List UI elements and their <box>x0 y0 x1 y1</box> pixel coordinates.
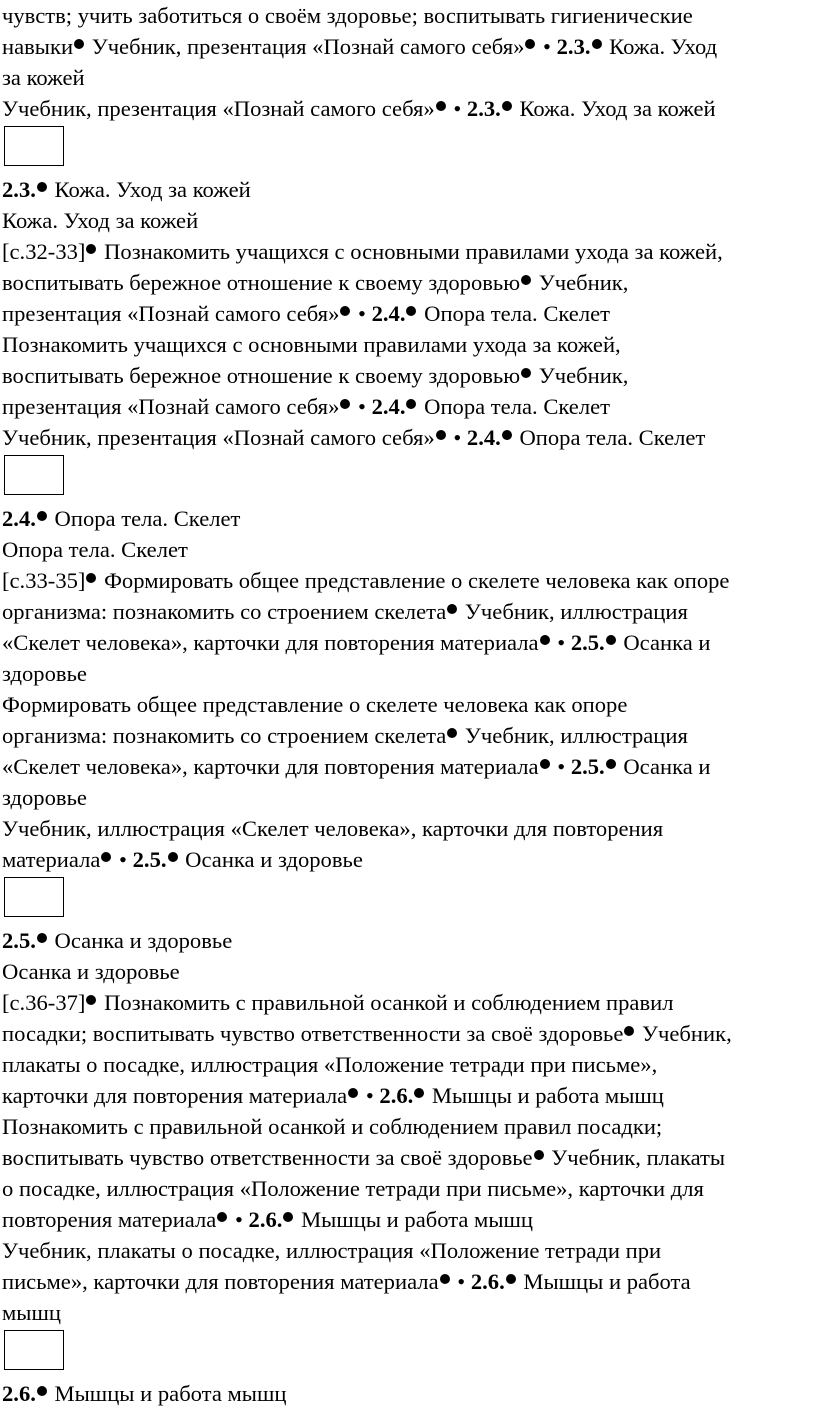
text-line <box>2 925 814 956</box>
empty-table-cell <box>4 455 64 495</box>
text-run: Мышцы и работа мышц <box>295 1207 534 1232</box>
bullet-dot-icon <box>37 182 47 192</box>
bullet-dot-icon <box>340 306 350 316</box>
text-run: Познакомить с правильной осанкой и соблюдением правил <box>98 990 674 1015</box>
empty-table-cell <box>4 126 64 166</box>
text-line <box>2 782 814 813</box>
text-run: Учебник, <box>533 363 629 388</box>
bullet-dot-icon <box>37 933 47 943</box>
text-run: Мышцы и работа <box>517 1269 691 1294</box>
bullet-dot-icon <box>37 1386 47 1396</box>
empty-table-cell <box>4 1330 64 1370</box>
text-run: навыки <box>2 34 74 59</box>
bullet-dot-icon <box>521 368 531 378</box>
text-line <box>2 1111 814 1142</box>
text-run: организма: познакомить со строением скелета <box>2 599 447 624</box>
bullet-dot-icon <box>340 399 350 409</box>
text-line <box>2 1142 814 1173</box>
section-number: 2.5. <box>2 928 36 953</box>
text-line <box>2 1049 814 1080</box>
section-number: 2.6. <box>2 1381 36 1406</box>
text-run: карточки для повторения материала <box>2 1083 348 1108</box>
text-run: за кожей <box>2 65 85 90</box>
text-run: Учебник, презентация «Познай самого себя» <box>86 34 525 59</box>
section-number: 2.6. <box>248 1207 283 1232</box>
text-line <box>2 658 814 689</box>
section-number: 2.6. <box>379 1083 414 1108</box>
text-run: Учебник, иллюстрация <box>459 723 688 748</box>
text-run: Осанка и <box>617 754 711 779</box>
section-number: 2.3. <box>556 34 591 59</box>
text-line <box>2 844 814 875</box>
text-line <box>2 689 814 720</box>
section-number: 2.5. <box>132 847 167 872</box>
section-number: 2.4. <box>371 301 406 326</box>
bullet-dot-icon <box>447 604 457 614</box>
text-run: • <box>113 847 133 872</box>
text-run: Учебник, <box>533 270 629 295</box>
text-run: Формировать общее представление о скелете человека как опоре <box>98 568 730 593</box>
bullet-dot-icon <box>592 39 602 49</box>
text-run: чувств; учить заботиться о своём здоровье; воспитывать гигиенические <box>2 3 693 28</box>
text-line <box>2 1018 814 1049</box>
text-line <box>2 1204 814 1235</box>
text-line <box>2 534 814 565</box>
bullet-dot-icon <box>521 275 531 285</box>
text-run: Осанка и здоровье <box>2 959 180 984</box>
text-line <box>2 62 814 93</box>
text-line <box>2 1173 814 1204</box>
bullet-dot-icon <box>101 852 111 862</box>
bullet-dot-icon <box>534 1150 544 1160</box>
bullet-dot-icon <box>525 39 535 49</box>
text-run: здоровье <box>2 661 87 686</box>
empty-table-cell <box>4 877 64 917</box>
text-run: Кожа. Уход за кожей <box>48 177 251 202</box>
text-run: презентация «Познай самого себя» <box>2 394 340 419</box>
bullet-dot-icon <box>217 1212 227 1222</box>
text-line <box>2 1378 814 1409</box>
text-run: Кожа. Уход за кожей <box>513 96 716 121</box>
text-run: о посадке, иллюстрация «Положение тетради при письме», карточки для <box>2 1176 704 1201</box>
text-run: Опора тела. Скелет <box>418 394 611 419</box>
text-run: • <box>551 754 571 779</box>
bullet-dot-icon <box>86 995 96 1005</box>
section-number: 2.4. <box>2 506 36 531</box>
bullet-dot-icon <box>440 1274 450 1284</box>
text-run: Учебник, плакаты о посадке, иллюстрация «Положение тетради при <box>2 1238 662 1263</box>
section-number: 2.4. <box>371 394 406 419</box>
section-number: 2.5. <box>570 754 605 779</box>
text-line <box>2 267 814 298</box>
text-run: [с.36-37] <box>2 990 86 1015</box>
text-run: «Скелет человека», карточки для повторения материала <box>2 630 539 655</box>
text-run: Учебник, презентация «Познай самого себя» <box>2 96 435 121</box>
text-run: воспитывать бережное отношение к своему здоровью <box>2 270 521 295</box>
text-run: «Скелет человека», карточки для повторения материала <box>2 754 539 779</box>
text-line <box>2 329 814 360</box>
text-line <box>2 174 814 205</box>
text-run: • <box>451 1269 471 1294</box>
text-run: Учебник, иллюстрация «Скелет человека», карточки для повторения <box>2 816 664 841</box>
text-run: Опора тела. Скелет <box>48 506 241 531</box>
text-line <box>2 503 814 534</box>
text-run: • <box>537 34 557 59</box>
text-run: • <box>551 630 571 655</box>
text-line <box>2 956 814 987</box>
text-run: Учебник, плакаты <box>545 1145 726 1170</box>
text-run: Познакомить учащихся с основными правилами ухода за кожей, <box>98 239 723 264</box>
text-run: Познакомить учащихся с основными правилами ухода за кожей, <box>2 332 621 357</box>
text-run: Учебник, иллюстрация <box>459 599 688 624</box>
text-run: • <box>447 96 467 121</box>
text-run: Мышцы и работа мышц <box>48 1381 287 1406</box>
text-line <box>2 391 814 422</box>
bullet-dot-icon <box>348 1088 358 1098</box>
text-line <box>2 627 814 658</box>
text-run: Опора тела. Скелет <box>418 301 611 326</box>
text-line <box>2 1235 814 1266</box>
bullet-dot-icon <box>37 511 47 521</box>
text-run: Осанка и <box>617 630 711 655</box>
bullet-dot-icon <box>283 1212 293 1222</box>
bullet-dot-icon <box>540 635 550 645</box>
text-run: Кожа. Уход <box>603 34 718 59</box>
section-number: 2.5. <box>570 630 605 655</box>
bullet-dot-icon <box>606 635 616 645</box>
text-run: Мышцы и работа мышц <box>426 1083 664 1108</box>
bullet-dot-icon <box>624 1026 634 1036</box>
text-line <box>2 1266 814 1297</box>
section-number: 2.3. <box>2 177 36 202</box>
text-run: Учебник, <box>636 1021 732 1046</box>
text-line <box>2 298 814 329</box>
text-line <box>2 565 814 596</box>
document-page <box>2 0 814 1409</box>
text-run: воспитывать бережное отношение к своему здоровью <box>2 363 521 388</box>
text-run: воспитывать чувство ответственности за своё здоровье <box>2 1145 533 1170</box>
text-run: Кожа. Уход за кожей <box>2 208 199 233</box>
bullet-dot-icon <box>168 852 178 862</box>
text-line <box>2 360 814 391</box>
bullet-dot-icon <box>406 399 416 409</box>
bullet-dot-icon <box>86 573 96 583</box>
bullet-dot-icon <box>447 728 457 738</box>
text-run: посадки; воспитывать чувство ответственности за своё здоровье <box>2 1021 624 1046</box>
text-line <box>2 422 814 453</box>
bullet-dot-icon <box>436 430 446 440</box>
section-number: 2.3. <box>466 96 501 121</box>
text-run: • <box>229 1207 249 1232</box>
bullet-dot-icon <box>406 306 416 316</box>
text-run: повторения материала <box>2 1207 217 1232</box>
text-run: Опора тела. Скелет <box>513 425 706 450</box>
text-line <box>2 720 814 751</box>
text-line <box>2 987 814 1018</box>
bullet-dot-icon <box>414 1088 424 1098</box>
section-number: 2.4. <box>466 425 501 450</box>
bullet-dot-icon <box>436 101 446 111</box>
text-run: Осанка и здоровье <box>48 928 233 953</box>
bullet-dot-icon <box>540 759 550 769</box>
text-run: [с.32-33] <box>2 239 86 264</box>
text-run: здоровье <box>2 785 87 810</box>
text-run: Познакомить с правильной осанкой и соблюдением правил посадки; <box>2 1114 663 1139</box>
bullet-dot-icon <box>502 101 512 111</box>
text-line <box>2 31 814 62</box>
bullet-dot-icon <box>86 244 96 254</box>
bullet-dot-icon <box>74 39 84 49</box>
text-run: • <box>352 394 372 419</box>
text-run: мышц <box>2 1300 61 1325</box>
text-run: • <box>360 1083 380 1108</box>
text-run: Осанка и здоровье <box>179 847 363 872</box>
text-line <box>2 1080 814 1111</box>
text-run: письме», карточки для повторения материала <box>2 1269 439 1294</box>
text-run: • <box>352 301 372 326</box>
section-number: 2.6. <box>470 1269 505 1294</box>
text-line <box>2 751 814 782</box>
text-line <box>2 205 814 236</box>
text-line <box>2 0 814 31</box>
text-line <box>2 1297 814 1328</box>
text-run: Формировать общее представление о скелете человека как опоре <box>2 692 628 717</box>
text-run: Опора тела. Скелет <box>2 537 188 562</box>
text-run: организма: познакомить со строением скелета <box>2 723 447 748</box>
bullet-dot-icon <box>506 1274 516 1284</box>
bullet-dot-icon <box>606 759 616 769</box>
text-run: материала <box>2 847 101 872</box>
text-line <box>2 813 814 844</box>
text-line <box>2 236 814 267</box>
text-run: [с.33-35] <box>2 568 86 593</box>
text-run: • <box>447 425 467 450</box>
text-line <box>2 93 814 124</box>
text-run: плакаты о посадке, иллюстрация «Положение тетради при письме», <box>2 1052 658 1077</box>
text-line <box>2 596 814 627</box>
text-run: презентация «Познай самого себя» <box>2 301 340 326</box>
text-run: Учебник, презентация «Познай самого себя» <box>2 425 435 450</box>
bullet-dot-icon <box>502 430 512 440</box>
